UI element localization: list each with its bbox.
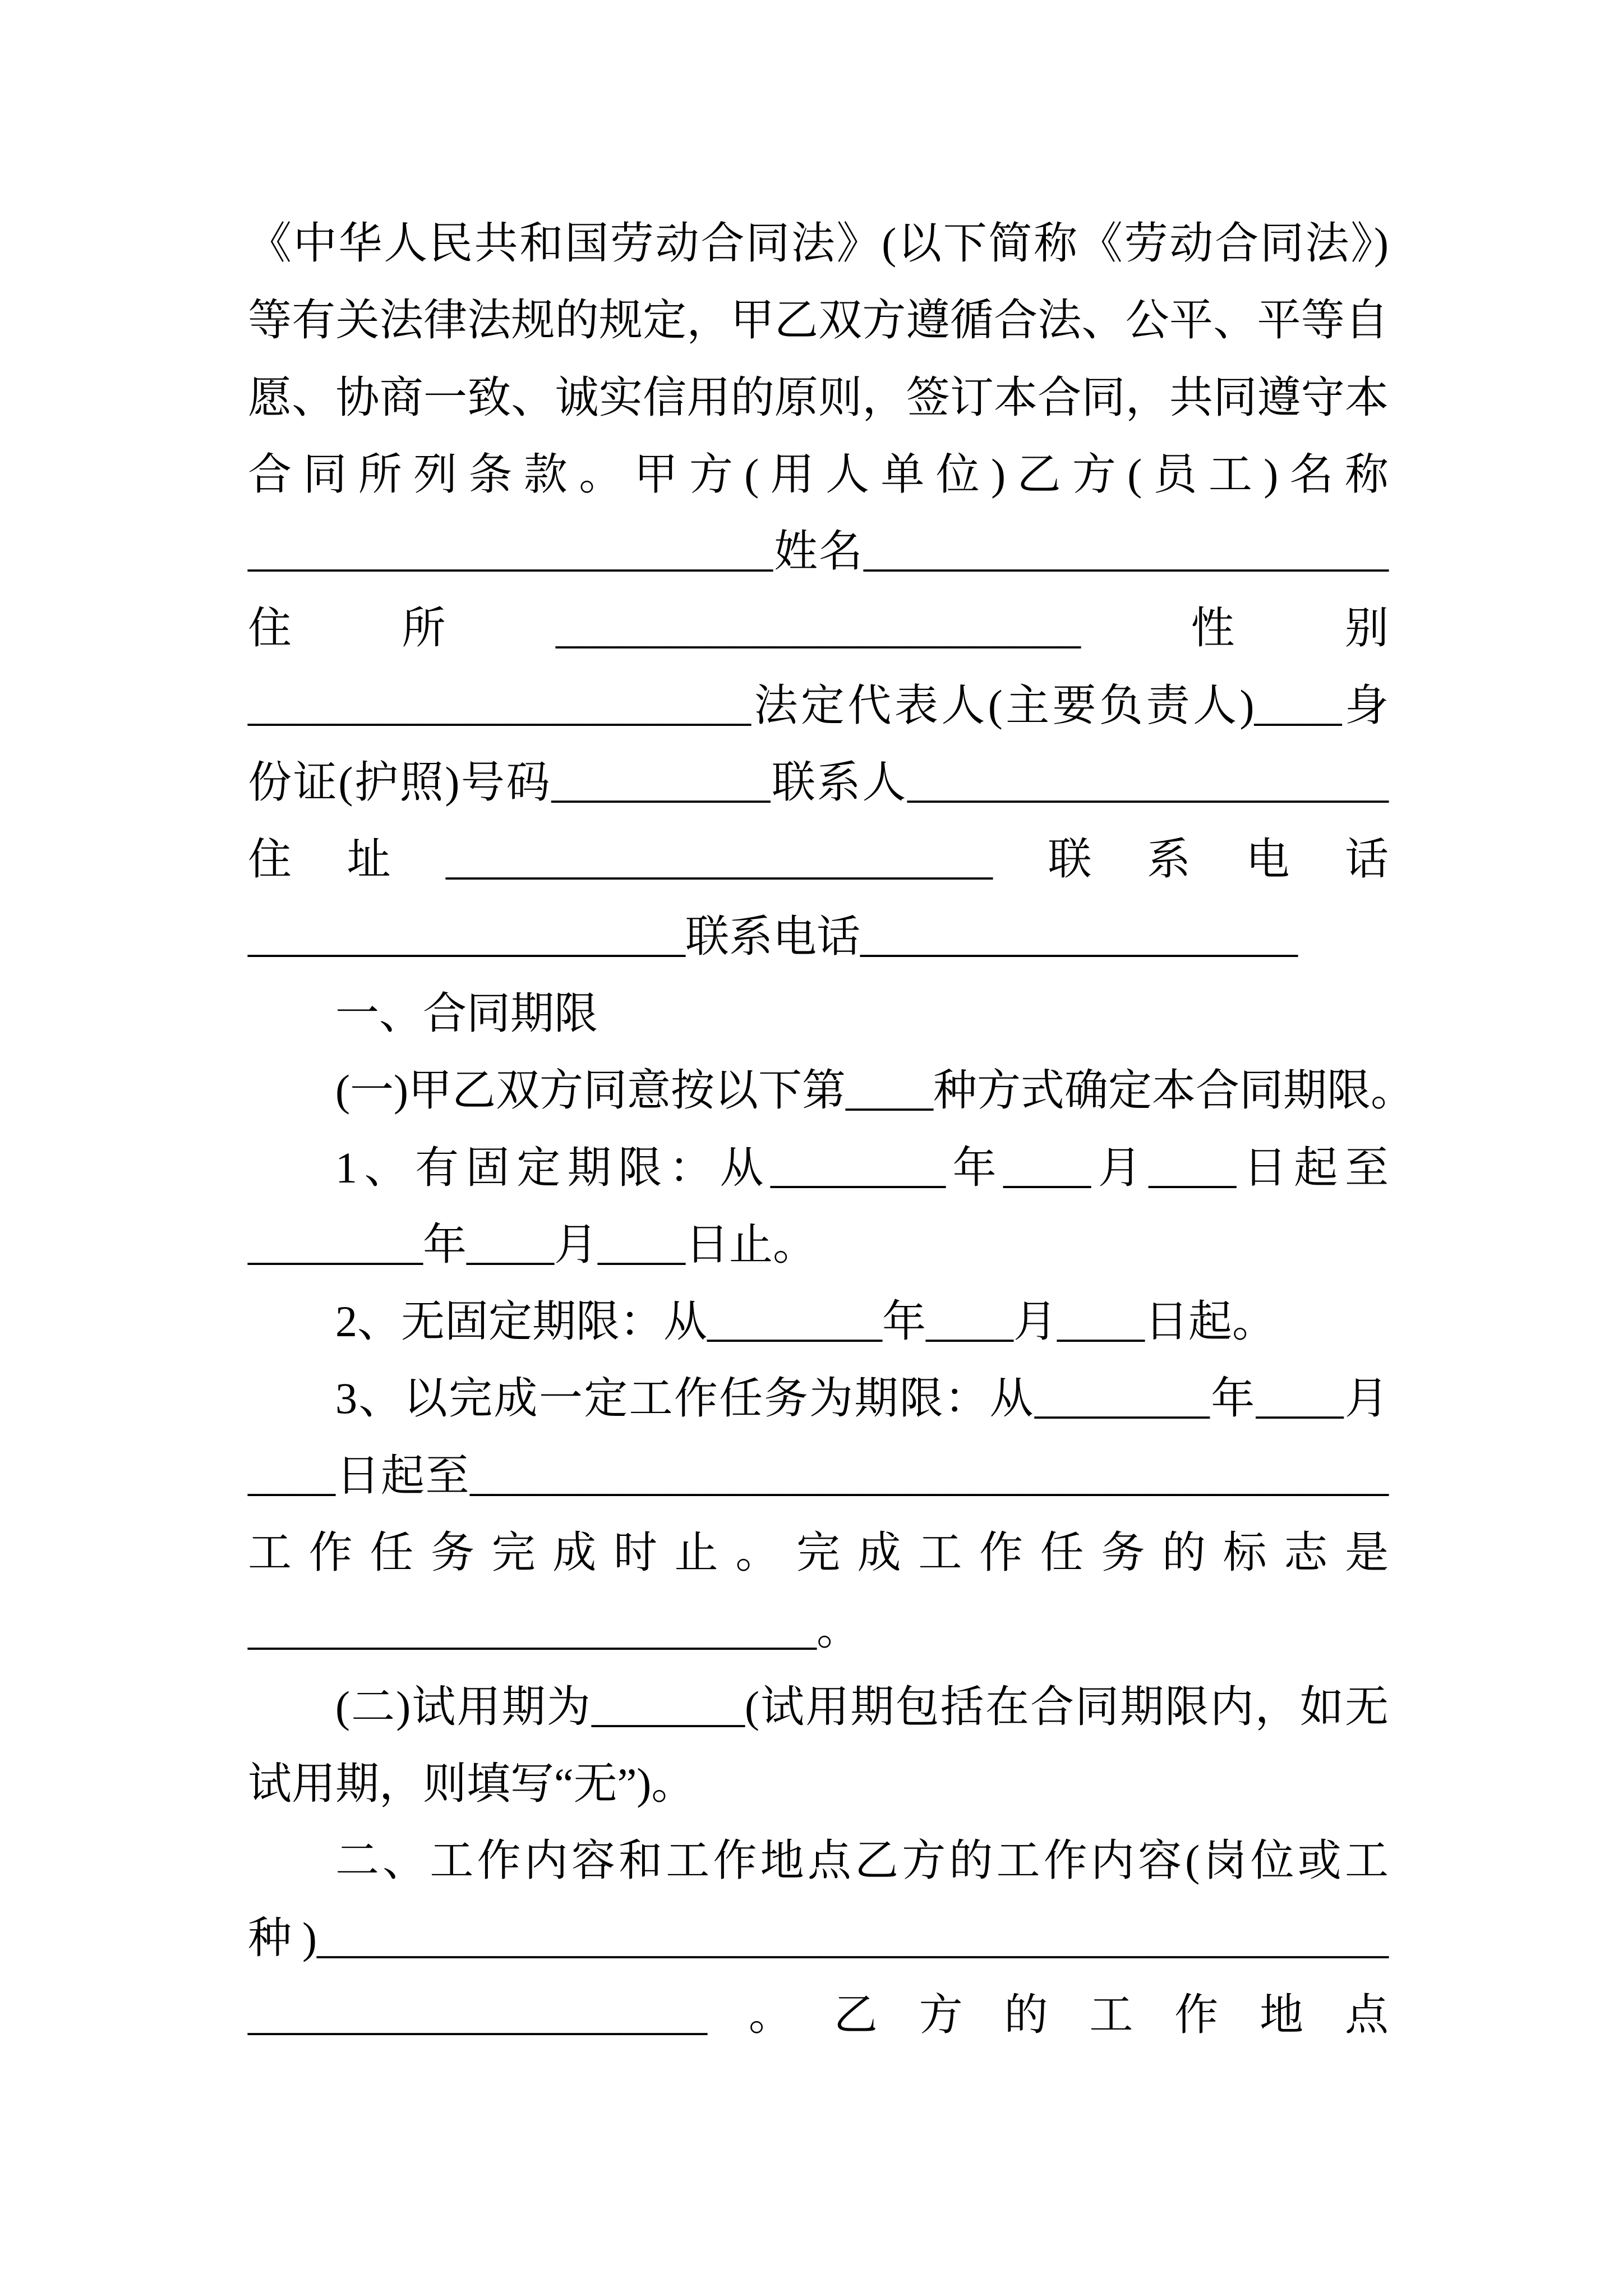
legal-representative-label: 法定代表人(主要负责人) (751, 680, 1255, 730)
text-line (248, 975, 1389, 1052)
employer-phone-blank: ____________________ (248, 912, 685, 961)
section-heading: 一、合同期限 (335, 988, 598, 1038)
body-text: 《中华人民共和国劳动合同法》(以下简称《劳动合同法》) (248, 219, 1389, 268)
start-day-blank: ____ (248, 1451, 335, 1500)
option-text: 3、以完成一定工作任务为期限：从 (335, 1374, 1035, 1423)
year-label: 年 (882, 1297, 926, 1346)
month-label: 月 (554, 1220, 598, 1269)
year-label: 年 (423, 1220, 467, 1269)
job-content-blank: _________________________________________________ (317, 1913, 1389, 1962)
body-text: 等有关法律法规的规定，甲乙双方遵循合法、公平、平等自 (248, 296, 1389, 345)
employer-contact-label: 联系人 (770, 758, 907, 807)
job-content-blank: _____________________ (248, 1990, 707, 2039)
text-line (248, 359, 1389, 436)
text-line (248, 898, 1389, 975)
employee-gender-label: 性别 (1081, 604, 1389, 653)
start-month-blank: ____ (926, 1297, 1014, 1346)
text-line (248, 1822, 1389, 1899)
section-text: 二、工作内容和工作地点乙方的工作内容(岗位或工 (335, 1836, 1389, 1885)
start-month-blank: ____ (1003, 1143, 1091, 1192)
text-line (248, 1360, 1389, 1437)
punctuation: 。 (817, 1605, 861, 1654)
year-label: 年 (946, 1143, 1004, 1192)
text-line (248, 1514, 1389, 1591)
text-line (248, 205, 1389, 282)
option-text: 1、有固定期限：从 (335, 1143, 771, 1192)
employee-address-label: 住址 (248, 835, 446, 884)
body-text: 合同所列条款。甲方(用人单位)乙方(员工)名称 (248, 449, 1389, 499)
option-text: 日起至 (1236, 1143, 1389, 1192)
start-year-blank: ________ (1034, 1374, 1210, 1423)
employee-gender-blank: _______________________ (248, 680, 751, 730)
section-paragraph (248, 1822, 1389, 2053)
legal-representative-blank: ____ (1254, 680, 1342, 730)
option-text: 日止。 (685, 1220, 817, 1269)
clause-text: (试用期包括在合同期限内，如无 (744, 1682, 1389, 1731)
employee-phone-label: 联系电话 (685, 912, 861, 961)
text-line (248, 1668, 1389, 1745)
start-day-blank: ____ (1057, 1297, 1145, 1346)
option-paragraph (248, 1129, 1389, 1283)
employee-name-label: 姓名 (773, 527, 864, 576)
clause-text: 。乙方的工作地点 (707, 1990, 1389, 2039)
term-type-blank: ____ (845, 1066, 933, 1115)
month-label: 月 (1091, 1143, 1149, 1192)
clause-paragraph (248, 1052, 1414, 1129)
employee-address-blank: _________________________ (446, 835, 993, 884)
clause-text: (二)试用期为 (335, 1682, 592, 1731)
option-text: 工作任务完成时止。完成工作任务的标志是 (248, 1528, 1389, 1577)
text-line (248, 1437, 1389, 1514)
year-label: 年 (1209, 1374, 1256, 1423)
start-year-blank: ________ (771, 1143, 946, 1192)
end-year-blank: ________ (248, 1220, 423, 1269)
body-text: 愿、协商一致、诚实信用的原则，签订本合同，共同遵守本 (248, 372, 1389, 422)
id-number-label: 身 (1341, 680, 1389, 730)
text-line (248, 821, 1389, 898)
preamble-paragraph (248, 205, 1389, 975)
text-line (248, 513, 1389, 590)
task-completion-mark-blank: __________________________ (248, 1605, 817, 1654)
task-name-blank: __________________________________________ (470, 1451, 1389, 1500)
text-line (248, 1129, 1389, 1206)
option-paragraph (248, 1360, 1389, 1668)
start-day-blank: ____ (1149, 1143, 1237, 1192)
text-line (248, 282, 1389, 358)
text-line (248, 1745, 1389, 1822)
text-line (248, 1976, 1389, 2053)
option-paragraph (248, 1283, 1389, 1360)
option-text: 日起。 (1145, 1297, 1276, 1346)
employer-address-blank: ________________________ (556, 604, 1081, 653)
end-day-blank: ____ (598, 1220, 686, 1269)
text-line (248, 667, 1389, 744)
text-line (248, 590, 1389, 666)
text-line (248, 1206, 1389, 1283)
employer-name-blank: ________________________ (248, 527, 773, 576)
employee-phone-blank: ____________________ (860, 912, 1298, 961)
text-line (248, 436, 1389, 513)
month-label: 月 (1013, 1297, 1058, 1346)
document-body (248, 205, 1414, 2053)
clause-text: (一)甲乙双方同意按以下第 (335, 1066, 846, 1115)
clause-text: 种方式确定本合同期限。 (933, 1066, 1414, 1115)
month-label: 月 (1343, 1374, 1389, 1423)
end-month-blank: ____ (467, 1220, 555, 1269)
option-text: 2、无固定期限：从 (335, 1297, 708, 1346)
employer-phone-label: 联系电话 (993, 835, 1389, 884)
employer-address-label: 住所 (248, 604, 556, 653)
section-heading-paragraph (248, 975, 1389, 1052)
id-number-blank: __________ (551, 758, 771, 807)
clause-paragraph (248, 1668, 1389, 1823)
text-line (248, 1283, 1389, 1360)
text-line (248, 744, 1389, 821)
employer-contact-blank: ______________________ (907, 758, 1389, 807)
employee-name-blank: ________________________ (864, 527, 1389, 576)
text-line (248, 1899, 1389, 1976)
text-line (248, 1591, 1389, 1668)
probation-period-blank: _______ (591, 1682, 745, 1731)
start-year-blank: ________ (707, 1297, 883, 1346)
start-month-blank: ____ (1256, 1374, 1344, 1423)
option-text: 日起至 (335, 1451, 470, 1500)
clause-text: 种) (248, 1913, 317, 1962)
text-line (248, 1052, 1414, 1129)
clause-text: 试用期，则填写“无”)。 (248, 1759, 695, 1808)
id-number-label: 份证(护照)号码 (248, 758, 552, 807)
